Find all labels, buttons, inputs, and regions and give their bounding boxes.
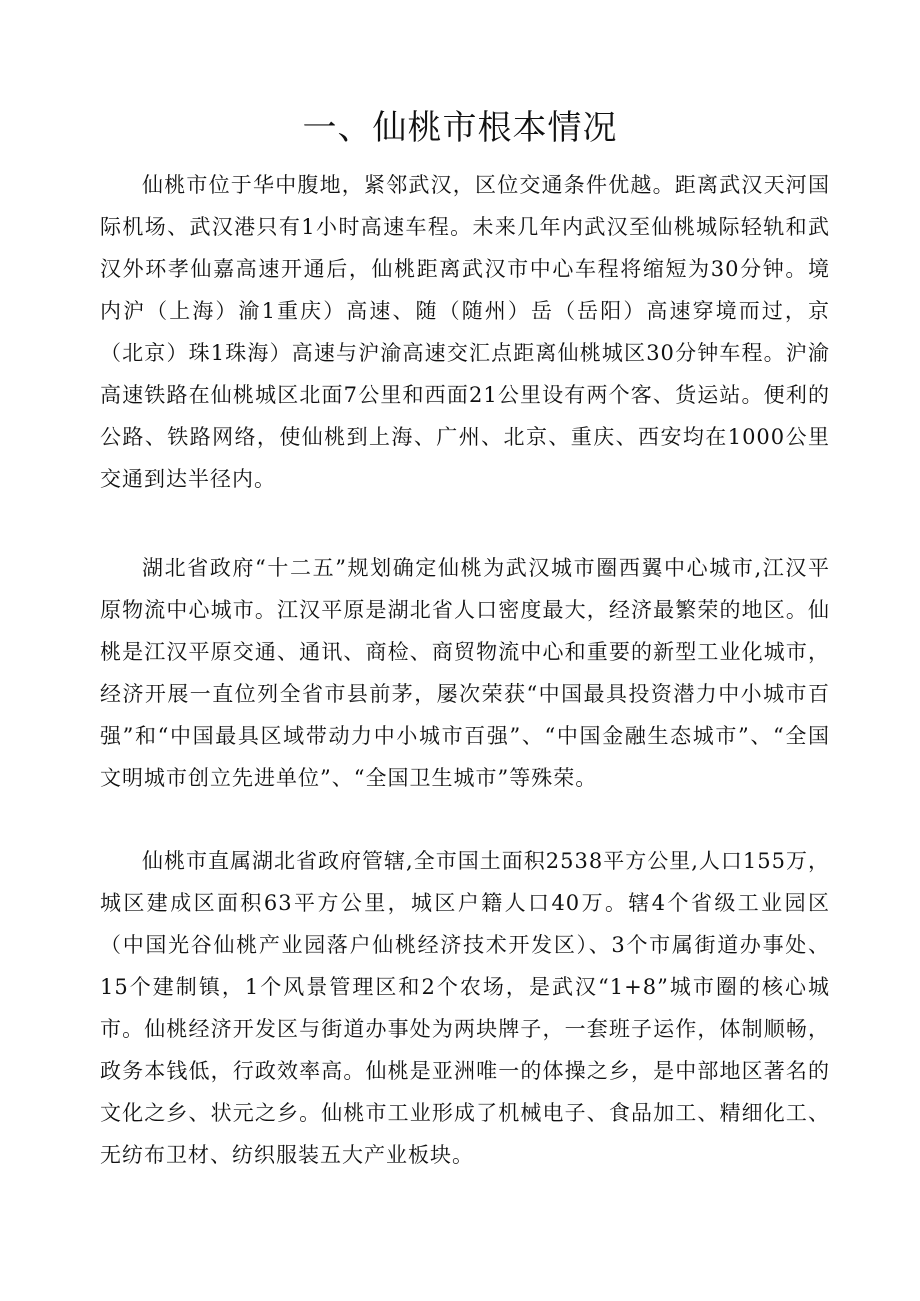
- paragraph-administration-industry: 仙桃市直属湖北省政府管辖,全市国土面积2538平方公里,人口155万，城区建成区面积63平方公里，城区户籍人口40万。辖4个省级工业园区（中国光谷仙桃产业园落户仙桃经济技术开发区）、3个市属街道办事处、15个建制镇，1个风景管理区和2个农场，是武汉“1+8”城市圈的核心城市。仙桃经济开发区与街道办事处为两块牌子，一套班子运作，体制顺畅，政务本钱低，行政效率高。仙桃是亚洲唯一的体操之乡，是中部地区著名的文化之乡、状元之乡。仙桃市工业形成了机械电子、食品加工、精细化工、无纺布卫材、纺织服装五大产业板块。: [100, 849, 830, 1167]
- paragraph-regional-status: 湖北省政府“十二五”规划确定仙桃为武汉城市圈西翼中心城市,江汉平原物流中心城市。江汉平原是湖北省人口密度最大，经济最繁荣的地区。仙桃是江汉平原交通、通讯、商检、商贸物流中心和重要的新型工业化城市，经济开展一直位列全省市县前茅，屡次荣获“中国最具投资潜力中小城市百强”和“中国最具区域带动力中小城市百强”、“中国金融生态城市”、“全国文明城市创立先进单位”、“全国卫生城市”等殊荣。: [100, 556, 830, 790]
- page-title: 一、仙桃市根本情况: [302, 108, 618, 148]
- paragraph-location-transport: 仙桃市位于华中腹地，紧邻武汉，区位交通条件优越。距离武汉天河国际机场、武汉港只有1小时高速车程。未来几年内武汉至仙桃城际轻轨和武汉外环孝仙嘉高速开通后，仙桃距离武汉市中心车程将缩短为30分钟。境内沪（上海）渝1重庆）高速、随（随州）岳（岳阳）高速穿境而过，京（北京）珠1珠海）高速与沪渝高速交汇点距离仙桃城区30分钟车程。沪渝高速铁路在仙桃城区北面7公里和西面21公里设有两个客、货运站。便利的公路、铁路网络，使仙桃到上海、广州、北京、重庆、西安均在1000公里交通到达半径内。: [100, 173, 830, 491]
